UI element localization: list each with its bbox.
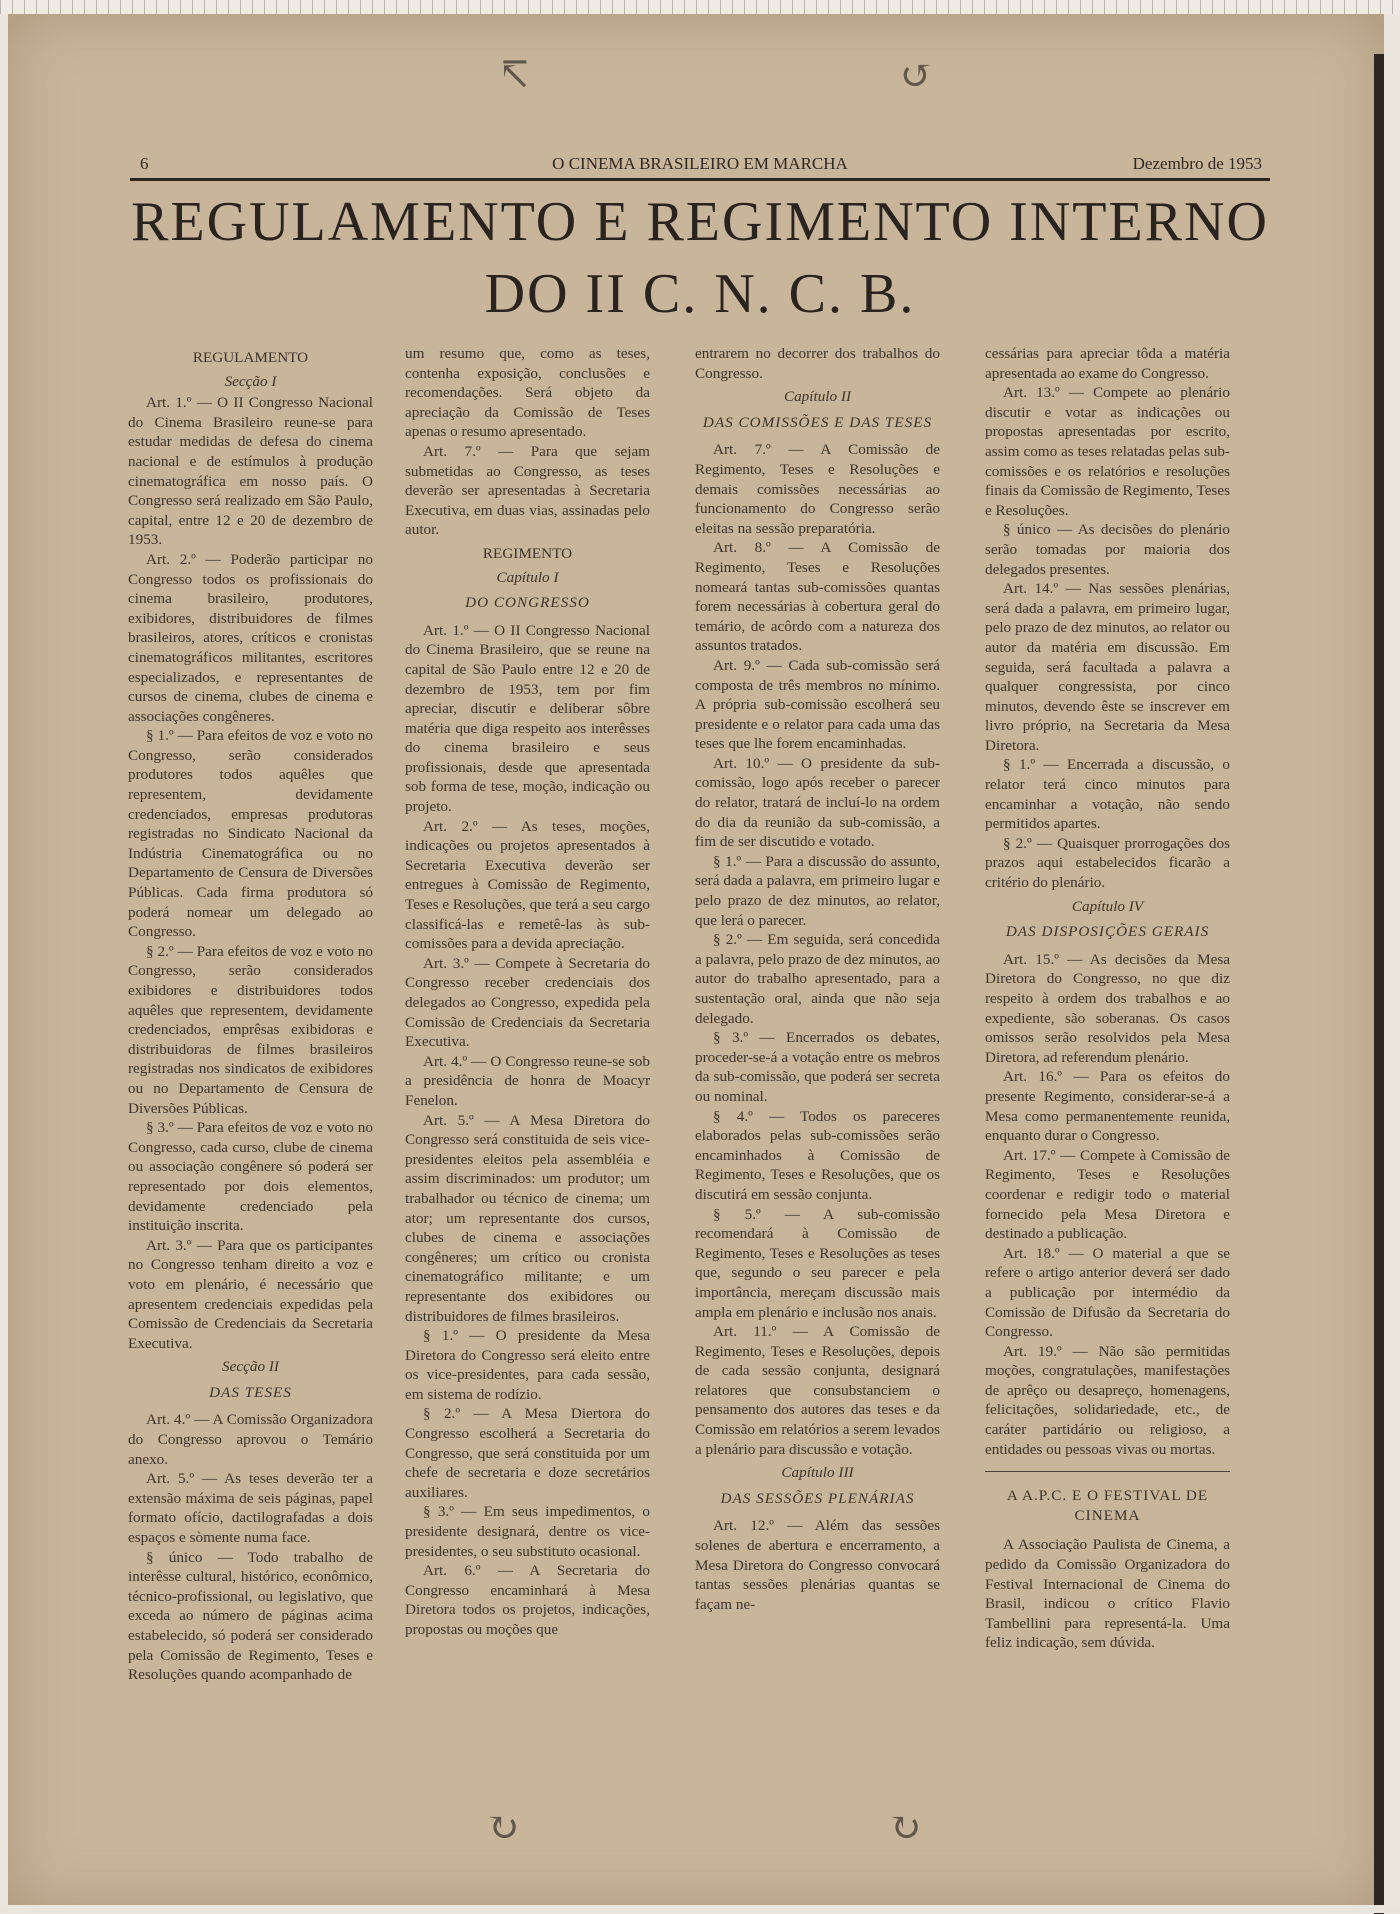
article-paragraph: § 2.º — Para efeitos de voz e voto no Congresso, serão considerados exibidores e distribuidores todos aquêles que representem, devidamente credenciados, emprêsas exibidoras e distribuidoras de filmes brasileiros registradas nos sindicatos de exibidores ou no Departamento de Censura de Diversões Públicas.: [128, 942, 373, 1117]
issue-date: Dezembro de 1953: [1132, 154, 1262, 173]
article-paragraph: Art. 6.º — A Secretaria do Congresso encaminhará à Mesa Diretora todos os projetos, indicações, propostas ou moções que: [405, 1562, 650, 1638]
article-paragraph: Art. 14.º — Nas sessões plenárias, será dada a palavra, em primeiro lugar, pelo prazo de dez minutos, ao relator ou autor da matéria em discussão. Em seguida, será facultada a palavra a qualquer congressista, por cinco minutos, devendo êste se inscrever em livro próprio, na Secretaria da Mesa Diretora.: [985, 580, 1230, 754]
article-paragraph: § 1.º — Encerrada a discussão, o relator terá cinco minutos para encaminhar a votação, não sendo permitidos apartes.: [985, 756, 1230, 833]
article-paragraph: cessárias para apreciar tôda a matéria apresentada ao exame do Congresso.: [985, 345, 1230, 382]
article-paragraph: Art. 1.º — O II Congresso Nacional do Cinema Brasileiro reune-se para estudar medidas de defesa do cinema nacional e de estímulos à produção cinematográfica em nosso país. O Congresso será realizado em São Paulo, capital, entre 12 e 20 de dezembro de 1953.: [128, 394, 373, 549]
article-paragraph: um resumo que, como as teses, contenha exposição, conclusões e recomendações. Será objeto da apreciação da Comissão de Teses apenas o resumo apresentado.: [405, 345, 650, 441]
punch-hole-mark-bottom-right: ↻: [888, 1805, 922, 1850]
article-paragraph: § 5.º — A sub-comissão recomendará à Comissão de Regimento, Teses e Resoluções as teses que, segundo o seu parecer e pela importância, mereçam discussão mais ampla em plenário e inclusão nos anais.: [695, 1205, 940, 1321]
article-paragraph: Art. 2.º — Poderão participar no Congresso todos os profissionais do cinema brasileiro, produtores, exibidores, distribuidores de filmes brasileiros, atores, críticos e cronistas cinematográficos militantes, escritores especializados, e representantes de cursos de cinema, clubes de cinema e associações congêneres.: [128, 550, 373, 725]
article-paragraph: § 1.º — Para a discussão do assunto, será dada a palavra, em primeiro lugar e pelo prazo de dez minutos, ao relator, que lerá o parecer.: [695, 852, 940, 929]
divider-rule: [985, 1471, 1230, 1472]
page-header: [130, 152, 1270, 181]
text-column-1: [128, 344, 373, 1824]
headline-line-2: DO II C. N. C. B.: [484, 263, 916, 325]
article-paragraph: Art. 16.º — Para os efeitos do presente Regimento, considerar-se-á a Mesa como permanentemente reunida, enquanto durar o Congresso.: [985, 1068, 1230, 1145]
chapter-label: Capítulo I: [496, 568, 559, 586]
text-column-4: [985, 344, 1230, 1824]
article-paragraph: Art. 18.º — O material a que se refere o artigo anterior deverá ser dado a publicação por intermédio da Comissão de Difusão da Secretaria do Congresso.: [985, 1244, 1230, 1341]
article-paragraph: Art. 13.º — Compete ao plenário discutir e votar as indicações ou propostas apresentadas por escrito, assim como as teses relatadas pelas sub-comissões e os relatórios e resoluções finais da Comissão de Regimento, Teses e Resoluções.: [985, 384, 1230, 519]
article-paragraph: Art. 5.º — As teses deverão ter a extensão máxima de seis páginas, papel formato ofício, dactilografadas a dois espaços e sòmente numa face.: [128, 1470, 373, 1547]
punch-hole-mark-right: ↺: [900, 53, 934, 98]
article-paragraph: § 2.º — Quaisquer prorrogações dos prazos aqui estabelecidos ficarão a critério do plenário.: [985, 834, 1230, 892]
article-paragraph: entrarem no decorrer dos trabalhos do Congresso.: [695, 345, 940, 382]
headline-line-1: REGULAMENTO E REGIMENTO INTERNO: [131, 191, 1269, 253]
article-paragraph: § 3.º — Para efeitos de voz e voto no Congresso, cada curso, clube de cinema ou associação congênere só poderá ser representado por dois elementos, devidamente credenciado pela instituição inscrita.: [128, 1119, 373, 1235]
punch-hole-mark-bottom-left: ↻: [486, 1805, 520, 1850]
article-paragraph: Art. 5.º — A Mesa Diretora do Congresso será constituida de seis vice-presidentes eleitos pela assembléia e assim discriminados: um produtor; um trabalhador ou técnico de cinema; um ator; um representante dos cursos, clubes de cinema e associações congêneres; um crítico ou cronista cinematográfico militante; e um representante dos exibidores ou distribuidores de filmes brasileiros.: [405, 1111, 650, 1325]
article-paragraph: § 3.º — Encerrados os debates, proceder-se-á a votação entre os mebros da sub-comissão, que poderá ser secreta ou nominal.: [695, 1029, 940, 1105]
article-paragraph: Art. 12.º — Além das sessões solenes de abertura e encerramento, a Mesa Diretora do Congresso convocará tantas sessões plenárias quantas se façam ne-: [695, 1517, 940, 1613]
article-paragraph: Art. 8.º — A Comissão de Regimento, Teses e Resoluções nomeará tantas sub-comissões quantas forem necessárias à cobertura geral do temário, de acôrdo com a natureza dos assuntos tratados.: [695, 539, 940, 655]
article-paragraph: § 1.º — Para efeitos de voz e voto no Congresso, serão considerados produtores todos aquêles que representem, devidamente credenciados, empresas produtoras registradas no Sindicato Nacional da Indústria Cinematográfica ou no Departamento de Censura de Diversões Públicas. Cada firma produtora só poderá nomear um delegado ao Congresso.: [128, 727, 373, 941]
article-paragraph: Art. 7.º — A Comissão de Regimento, Teses e Resoluções e demais comissões necessárias ao funcionamento do Congresso serão eleitas na sessão preparatória.: [695, 441, 940, 537]
article-paragraph: § 2.º — Em seguida, será concedida a palavra, pelo prazo de dez minutos, ao autor do trabalho apresentado, para a sustentação oral, ainda que não seja delegado.: [695, 931, 940, 1027]
article-paragraph: Art. 10.º — O presidente da sub-comissão, logo após receber o parecer do relator, tratará de incluí-lo na ordem do dia da reunião da sub-comissão, a fim de ser discutido e votado.: [695, 754, 940, 851]
scanner-ruler-strip: [0, 0, 1400, 14]
article-paragraph: Art. 4.º — A Comissão Organizadora do Congresso aprovou o Temário anexo.: [128, 1411, 373, 1468]
text-column-3: [695, 344, 940, 1824]
section-heading: REGULAMENTO: [192, 349, 309, 366]
article-paragraph: § 2.º — A Mesa Diertora do Congresso escolherá a Secretaria do Congresso, que será constituida por um chefe de secretaria e doze secretários auxiliares.: [405, 1405, 650, 1501]
chapter-title: DO CONGRESSO: [465, 594, 590, 612]
scanner-bottom-strip: [0, 1905, 1400, 1913]
article-paragraph: § único — As decisões do plenário serão tomadas por maioria dos delegados presentes.: [985, 521, 1230, 578]
article-paragraph: Art. 17.º — Compete à Comissão de Regimento, Teses e Resoluções coordenar e redigir todo o material fornecido pela Mesa Diretora e destinado a publicação.: [985, 1146, 1230, 1243]
article-paragraph: Art. 19.º — Não são permitidas moções, congratulações, manifestações de aprêço ou desapreço, homenagens, felicitações, solidariedade, etc., de caráter partidário ou religioso, a entidades ou pessoas vivas ou mortas.: [985, 1342, 1230, 1458]
punch-hole-mark-left: ↸: [498, 53, 532, 98]
article-paragraph: § 3.º — Em seus impedimentos, o presidente designará, dentre os vice-presidentes, o seu substituto ocasional.: [405, 1503, 650, 1560]
article-paragraph: Art. 15.º — As decisões da Mesa Diretora do Congresso, no que diz respeito à ordem dos trabalhos e ao expediente, são soberanas. Os casos omissos serão resolvidos pela Mesa Diretora, ad referendum plenário.: [985, 950, 1230, 1066]
article-paragraph: Art. 1.º — O II Congresso Nacional do Cinema Brasileiro, que se reune na capital de São Paulo entre 12 e 20 de dezembro de 1953, tem por fim apreciar, discutir e deliberar sôbre matéria que diga respeito aos interêsses do cinema brasileiro e seus profissionais, desde que apresentada sob forma de tese, moção, indicação ou projeto.: [405, 621, 650, 816]
section-title: DAS TESES: [209, 1383, 292, 1401]
chapter-label: Capítulo II: [783, 388, 852, 406]
article-paragraph: Art. 4.º — O Congresso reune-se sob a presidência de honra de Moacyr Fenelon.: [405, 1052, 650, 1109]
article-paragraph: § único — Todo trabalho de interêsse cultural, histórico, econômico, técnico-profissional, ou legislativo, que exceda ao número de páginas acima estabelecido, só poderá ser considerado pela Comissão de Regimento, Teses e Resoluções quando acompanhado de: [128, 1548, 373, 1684]
page-edge-shadow: [1374, 54, 1384, 1914]
publication-name: O CINEMA BRASILEIRO EM MARCHA: [552, 154, 848, 173]
chapter-label: Capítulo IV: [1071, 897, 1144, 915]
chapter-title: DAS DISPOSIÇÕES GERAIS: [1005, 923, 1210, 941]
text-column-2: [405, 344, 650, 1824]
article-paragraph: Art. 3.º — Para que os participantes no Congresso tenham direito a voz e voto em plenário, é necessário que apresentem credenciais expedidas pela Comissão de Credenciais da Secretaria Executiva.: [128, 1236, 373, 1352]
chapter-title: DAS SESSÕES PLENÁRIAS: [720, 1489, 915, 1507]
page-number: 6: [140, 154, 149, 173]
article-paragraph: Art. 11.º — A Comissão de Regimento, Teses e Resoluções, depois de cada sessão conjunta, designará relatores que consubstanciem o pensamento dos autores das teses e da Comissão em relatórios a serem levados a plenário para discussão e votação.: [695, 1323, 940, 1458]
chapter-title: DAS COMISSÕES E DAS TESES: [702, 413, 933, 431]
article-paragraph: § 1.º — O presidente da Mesa Diretora do Congresso será eleito entre os vice-presidentes, para cada sessão, em sistema de rodízio.: [405, 1327, 650, 1403]
article-paragraph: Art. 3.º — Compete à Secretaria do Congresso receber credenciais dos delegados ao Congresso, expedida pela Comissão de Credenciais da Secretaria Executiva.: [405, 954, 650, 1051]
article-paragraph: Art. 7.º — Para que sejam submetidas ao Congresso, as teses deverão ser apresentadas à Secretaria Executiva, em duas vias, assinadas pelo autor.: [405, 442, 650, 539]
section-subheading: Secção II: [222, 1358, 279, 1376]
section-heading: REGIMENTO: [482, 544, 573, 562]
section-subheading: Secção I: [224, 372, 277, 390]
article-paragraph: Art. 2.º — As teses, moções, indicações ou projetos apresentados à Secretaria Executiva deverão ser entregues à Comissão de Regimento, Teses e Resoluções, que terá a seu cargo classificá-las e remetê-las às sub-comissões para a devida apreciação.: [405, 817, 650, 953]
news-brief-body: A Associação Paulista de Cinema, a pedido da Comissão Organizadora do Festival Internacional de Cinema do Brasil, indicou o crítico Flavio Tambellini para representá-la. Uma feliz indicação, sem dúvida.: [985, 1536, 1230, 1652]
news-brief-title: A A.P.C. E O FESTIVAL DE CINEMA: [1006, 1487, 1209, 1524]
article-paragraph: Art. 9.º — Cada sub-comissão será composta de três membros no mínimo. A própria sub-comissão escolherá seu presidente e o relator para cada uma das teses que lhe forem encaminhadas.: [695, 656, 940, 753]
chapter-label: Capítulo III: [781, 1464, 854, 1482]
article-paragraph: § 4.º — Todos os pareceres elaborados pelas sub-comissões serão encaminhados à Comissão de Regimento, Teses e Resoluções, que os discutirá em sessão conjunta.: [695, 1107, 940, 1203]
